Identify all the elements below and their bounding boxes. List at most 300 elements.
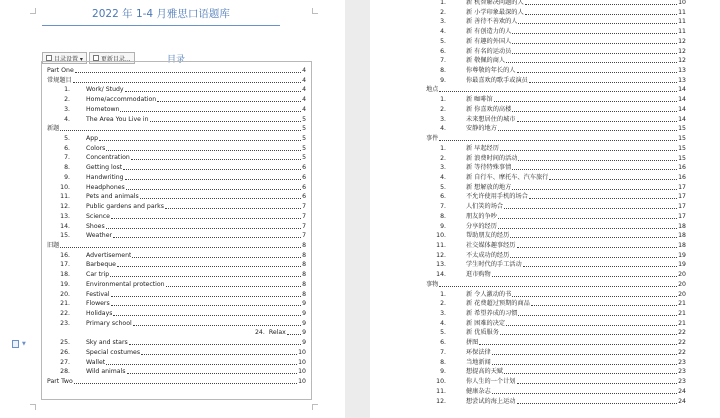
toc-entry-label: Weather [86,232,113,240]
toc-entry-page: 8 [302,251,306,259]
toc-dot-leader [512,111,677,112]
toc-entry-label: 你人生的一个计划 [466,378,516,386]
toc-entry-number: 13. [60,212,70,220]
toc-entry-page: 14 [678,96,686,104]
toc-entry-page: 22 [678,348,686,356]
toc-heading: 目录 [167,55,186,65]
toc-dot-leader [492,354,677,355]
toc-entry-label: 新 善待不善欢的人 [466,18,518,26]
toc-entry-number: 8. [440,212,446,220]
toc-entry-label: Festival [86,290,110,298]
toc-dot-leader [106,150,301,151]
toc-entry[interactable] [56,280,306,289]
toc-entry-label: Concentration [86,154,130,162]
toc-entry-page: 6 [302,193,306,201]
toc-entry-label: 你最喜欢的歌手或演员 [466,76,528,84]
toc-entry[interactable] [434,105,686,114]
toc-entry-label: 新 等待特殊事情 [466,164,512,172]
toc-entry-page: 4 [302,105,306,113]
toc-entry-number: 1. [440,144,446,152]
toc-dot-leader [127,373,298,374]
toc-entry-page: 16 [678,164,686,172]
toc-entry-label: 地点 [426,86,439,94]
toc-entry[interactable] [56,270,306,279]
toc-entry-number: 25. [60,339,70,347]
toc-entry-page: 19 [678,251,686,259]
toc-entry-label: 旧题 [47,241,60,249]
toc-entry-page: 5 [302,115,306,123]
toc-dot-leader [517,72,678,73]
toc-entry-page: 20 [678,271,686,279]
toc-entry-page: 15 [678,135,686,143]
toc-entry-number: 23. [60,319,70,327]
toc-entry[interactable] [56,202,306,211]
toc-entry-page: 12 [678,57,686,65]
toc-entry-page: 17 [678,203,686,211]
toc-entry-label: 人们笑的场合 [466,203,504,211]
toc-entry-number: 9. [440,76,446,84]
toc-entry[interactable] [434,397,686,406]
toc-entry[interactable] [434,367,686,376]
toc-entry-number: 2. [64,96,70,104]
toc-entry[interactable] [56,173,306,182]
document-page-right [370,0,720,418]
toc-dot-leader [126,189,301,190]
toc-dot-leader [439,140,677,141]
toc-entry[interactable] [426,280,686,289]
document-page-left [0,0,345,418]
toc-entry-label: Barbeque [86,261,116,269]
toc-entry-page: 17 [678,193,686,201]
toc-entry[interactable] [434,144,686,153]
toc-entry-page: 10 [298,378,306,386]
toc-entry-label: 新 浪费时间的活动 [466,154,518,162]
toc-entry-number: 11. [436,242,446,249]
toc-entry[interactable] [56,153,306,162]
toc-dot-leader [106,364,297,365]
margin-corner-mark [312,404,318,410]
toc-entry-label: 事物 [426,280,439,288]
toc-dot-leader [111,296,301,297]
toc-entry[interactable] [434,299,686,308]
toc-entry[interactable] [434,95,686,104]
toc-entry-page: 9 [302,319,306,327]
toc-entry-label: 新 早起经历 [466,144,499,152]
toc-entry[interactable] [434,163,686,172]
toc-entry[interactable] [434,251,686,260]
toc-entry[interactable] [56,115,306,124]
toc-dot-leader [492,276,677,277]
toc-entry-number: 11. [60,193,70,201]
toc-entry[interactable] [434,17,686,26]
toc-entry-page: 10 [298,368,306,376]
toc-entry-page: 20 [678,290,686,298]
toc-entry[interactable] [434,290,686,299]
toc-entry-number: 6. [64,144,70,152]
toc-entry-number: 18. [60,271,70,279]
toc-entry[interactable] [56,290,306,299]
toc-entry[interactable] [434,260,686,269]
toc-entry-number: 10. [436,378,446,386]
toc-entry[interactable] [47,66,306,75]
toc-dot-leader [512,33,677,34]
toc-dot-leader [125,179,301,180]
toc-dot-leader [111,305,301,306]
toc-entry-label: Wallet [86,358,106,366]
toc-entry-page: 19 [678,261,686,269]
toc-entry[interactable] [56,338,306,347]
margin-corner-mark [30,404,36,410]
toc-entry-number: 9. [440,222,446,230]
toc-dot-leader [512,189,677,190]
toc-dot-leader [504,373,677,374]
toc-entry[interactable] [56,222,306,231]
toc-entry[interactable] [56,260,306,269]
toc-dot-leader [492,364,677,365]
toc-entry-number: 4. [440,319,446,327]
toc-entry-number: 4. [64,115,70,123]
toc-entry-label: Relax [268,329,286,337]
toc-entry[interactable] [56,309,306,318]
toc-entry-page: 18 [678,242,686,249]
toc-entry-page: 21 [678,319,686,327]
toc-entry[interactable] [434,47,686,56]
toc-entry[interactable] [56,299,306,308]
toc-entry-page: 9 [302,329,306,337]
toc-entry-label: Primary school [86,319,132,327]
toc-entry-number: 5. [64,135,70,143]
toc-entry-label: App [86,135,99,143]
toc-entry-page: 5 [302,144,306,152]
toc-entry-page: 12 [678,37,686,45]
toc-entry-page: 9 [302,310,306,317]
toc-entry[interactable] [47,377,306,386]
toc-entry[interactable] [434,0,686,7]
toc-entry-number: 5. [440,329,446,337]
toc-entry-label: 新 有趣的外国人 [466,37,512,45]
toc-entry[interactable] [56,367,306,376]
toc-dot-leader [506,325,677,326]
toc-entry-label: Colors [86,144,106,152]
toc-entry[interactable] [434,115,686,124]
toc-entry-number: 26. [60,348,70,356]
toc-entry-number: 7. [64,154,70,162]
toc-entry[interactable] [434,124,686,133]
toc-entry[interactable] [434,358,686,367]
toc-entry-page: 6 [302,164,306,172]
document-title: 2022 年 1-4 月雅思口语题库 [92,8,230,20]
toc-entry-number: 2. [440,300,446,308]
toc-entry-page: 24 [678,387,686,395]
toc-entry-number: 3. [440,115,446,123]
toc-entry-label: Flowers [86,300,110,308]
toc-entry-label: 新 你喜欢的高楼 [466,105,512,113]
toc-entry[interactable] [426,85,686,94]
toc-dot-leader [99,140,301,141]
toc-dot-leader [500,334,677,335]
toc-entry-number: 3. [440,164,446,172]
toc-dot-leader [129,344,301,345]
toc-entry-label: Work/ Study [86,86,124,94]
toc-entry-page: 15 [678,154,686,162]
toc-entry[interactable] [56,348,306,357]
toc-entry-label: 新 咖啡馆 [466,96,493,104]
toc-entry-page: 5 [302,125,306,133]
toc-entry-page: 21 [678,300,686,308]
toc-entry[interactable] [47,124,306,133]
toc-dot-leader [517,247,678,248]
toc-entry-label: 未来想居住的城市 [466,115,516,123]
toc-entry[interactable] [434,348,686,357]
toc-dot-leader [113,315,301,316]
toc-entry-page: 5 [302,135,306,143]
toc-entry[interactable] [56,358,306,367]
toc-entry-label: 新 小学印象最深的人 [466,8,524,16]
toc-entry[interactable] [434,270,686,279]
toc-entry-label: 健康杂志 [466,387,491,395]
toc-entry-page: 17 [678,212,686,220]
toc-entry-page: 11 [678,18,686,26]
toc-entry[interactable] [56,144,306,153]
toc-dot-leader [512,169,677,170]
toc-entry[interactable] [434,212,686,221]
toc-entry-page: 4 [302,96,306,104]
toc-entry-number: 20. [60,290,70,298]
toc-entry-page: 14 [678,86,686,94]
toc-entry-label: 学生时代的手工活动 [466,261,522,269]
toc-entry[interactable] [434,202,686,211]
toc-entry-label: 想尝试的海上运动 [466,397,516,405]
chevron-down-icon: ▼ [22,341,26,347]
toc-entry-label: Wild animals [86,368,126,376]
toc-entry-number: 17. [60,261,70,269]
toc-entry-number: 1. [440,96,446,104]
toc-entry[interactable] [56,192,306,201]
toc-entry-page: 7 [302,212,306,220]
toc-entry[interactable] [56,212,306,221]
update-toc-label: 更新目录... [100,55,131,63]
toc-entry-label: 新 自行车、摩托车、汽车旅行 [466,173,549,181]
toc-dot-leader [517,403,678,404]
toc-entry-label: 拼图 [466,339,479,347]
toc-entry-number: 3. [64,105,70,113]
toc-dot-leader [492,393,677,394]
toc-entry-label: 帮助朋友的经历 [466,232,510,240]
toc-dot-leader [125,91,301,92]
toc-dot-leader [141,354,297,355]
toc-entry[interactable] [434,27,686,36]
toc-entry-number: 4. [440,28,446,36]
toc-dot-leader [287,334,301,335]
toc-entry-label: Holidays [86,310,113,317]
toc-entry-page: 22 [678,339,686,347]
toc-entry-number: 24. [255,329,265,337]
toc-entry-label: The Area You Live in [86,115,149,123]
toc-dot-leader [529,82,677,83]
toc-entry[interactable] [56,231,306,240]
toc-entry-page: 20 [678,280,686,288]
toc-dot-leader [73,82,301,83]
toc-entry-label: 分享的经历 [466,222,497,230]
toc-entry-label: 新 花费超过预期的商品 [466,300,530,308]
toc-entry-label: 你尊敬的年长的人 [466,67,516,75]
toc-entry[interactable] [434,309,686,318]
toc-entry[interactable] [434,377,686,386]
toc-entry[interactable] [56,251,306,260]
toc-dot-leader [529,198,677,199]
toc-entry[interactable] [47,241,306,250]
toc-entry[interactable] [434,56,686,65]
toc-entry-label: 新 有名的运动员 [466,47,512,55]
toc-dot-leader [157,101,301,102]
toc-dot-leader [518,160,677,161]
toc-dot-leader [439,286,677,287]
toc-entry-number: 2. [440,154,446,162]
toc-entry-label: 安静的地方 [466,125,497,133]
toc-entry-page: 4 [302,76,306,84]
document-map-toggle[interactable] [12,340,26,348]
toc-entry-number: 6. [440,193,446,201]
toc-entry-label: 朋友的争吵 [466,212,497,220]
toc-dot-leader [439,91,677,92]
toc-dot-leader [518,315,677,316]
toc-entry-label: Part One [47,67,74,74]
toc-entry[interactable] [434,66,686,75]
toc-entry[interactable] [434,328,686,337]
toc-entry-page: 6 [302,173,306,181]
toc-dot-leader [510,257,677,258]
toc-entry-label: Science [86,212,110,220]
toc-entry-label: 常规题目 [47,76,72,84]
toc-entry-label: 新 有创造力的人 [466,28,512,36]
toc-dot-leader [150,121,302,122]
toc-entry-page: 22 [678,329,686,337]
toc-entry-label: Handwriting [86,173,124,181]
toc-entry[interactable] [434,338,686,347]
toc-dot-leader [512,43,677,44]
toc-entry-page: 7 [302,222,306,230]
toc-entry-number: 16. [60,251,70,259]
toc-entry[interactable] [434,319,686,328]
toc-entry-number: 12. [436,397,446,405]
toc-entry[interactable] [56,105,306,114]
toc-entry[interactable] [434,222,686,231]
toc-entry-label: Headphones [86,183,125,191]
toc-dot-leader [132,257,301,258]
toc-dot-leader [517,121,678,122]
toc-dot-leader [549,179,677,180]
toc-entry-number: 19. [60,280,70,288]
toc-settings-label: 目录设置 ▾ [54,55,83,63]
toc-entry-number: 5. [440,183,446,191]
toc-entry-page: 18 [678,222,686,230]
toc-dot-leader [60,247,301,248]
toc-entry-number: 21. [60,300,70,308]
toc-entry-number: 22. [60,310,70,317]
toc-entry[interactable] [47,76,306,85]
toc-entry-label: 逛市购物 [466,271,491,279]
toc-entry-page: 13 [678,67,686,75]
toc-entry-number: 3. [440,18,446,26]
toc-entry-page: 6 [302,183,306,191]
toc-entry-number: 7. [440,348,446,356]
toc-entry-number: 7. [440,203,446,211]
toc-entry-page: 8 [302,261,306,269]
toc-entry[interactable] [56,134,306,143]
toc-entry-label: Advertisement [86,251,132,259]
toc-entry[interactable] [255,328,306,337]
toc-entry-page: 9 [302,339,306,347]
toc-entry-page: 16 [678,173,686,181]
toc-dot-leader [498,228,677,229]
toc-entry-page: 11 [678,8,686,16]
toc-entry-label: 环保法律 [466,348,491,356]
toc-entry[interactable] [434,192,686,201]
toc-entry[interactable] [56,85,306,94]
toc-dot-leader [531,305,677,306]
toc-entry-page: 21 [678,310,686,318]
toc-dot-leader [510,237,677,238]
toc-dot-leader [110,276,301,277]
toc-dot-leader [117,266,301,267]
toc-dot-leader [518,23,677,24]
toc-entry-label: 新 想解放的地方 [466,183,512,191]
toc-entry-number: 1. [440,290,446,298]
toc-entry[interactable] [434,76,686,85]
toc-entry-label: Home/accommodation [86,96,157,104]
toc-entry-page: 24 [678,397,686,405]
toc-entry-page: 18 [678,232,686,240]
toc-entry-page: 23 [678,358,686,366]
toc-entry-number: 4. [440,125,446,133]
toc-entry-page: 5 [302,154,306,162]
toc-entry[interactable] [434,387,686,396]
toc-entry-label: 新 令人激动的书 [466,290,512,298]
toc-entry[interactable] [434,154,686,163]
toc-entry-number: 28. [60,368,70,376]
toc-entry[interactable] [434,241,686,250]
toc-dot-leader [75,72,301,73]
toc-dot-leader [512,296,677,297]
toc-dot-leader [133,325,301,326]
toc-entry[interactable] [56,95,306,104]
toc-entry[interactable] [56,319,306,328]
toc-entry-label: 新 希望养成的习惯 [466,310,518,318]
toc-entry-page: 23 [678,368,686,376]
toc-entry[interactable] [434,173,686,182]
toc-dot-leader [123,169,301,170]
toc-entry[interactable] [56,183,306,192]
toc-dot-leader [74,383,297,384]
toc-entry[interactable] [434,8,686,17]
toc-entry-number: 14. [436,271,446,279]
toc-entry-page: 10 [298,358,306,366]
toc-entry[interactable] [434,37,686,46]
toc-entry[interactable] [434,183,686,192]
toc-entry-page: 10 [678,0,686,6]
toc-entry-page: 8 [302,290,306,298]
toc-dot-leader [106,228,301,229]
toc-entry[interactable] [426,134,686,143]
margin-corner-mark [312,8,318,14]
toc-entry-label: 事件 [426,135,439,143]
toc-entry-page: 8 [302,271,306,279]
toc-entry[interactable] [56,163,306,172]
toc-entry[interactable] [434,231,686,240]
toc-entry-number: 2. [440,105,446,113]
toc-entry-number: 12. [60,203,70,211]
toc-entry-page: 12 [678,47,686,55]
